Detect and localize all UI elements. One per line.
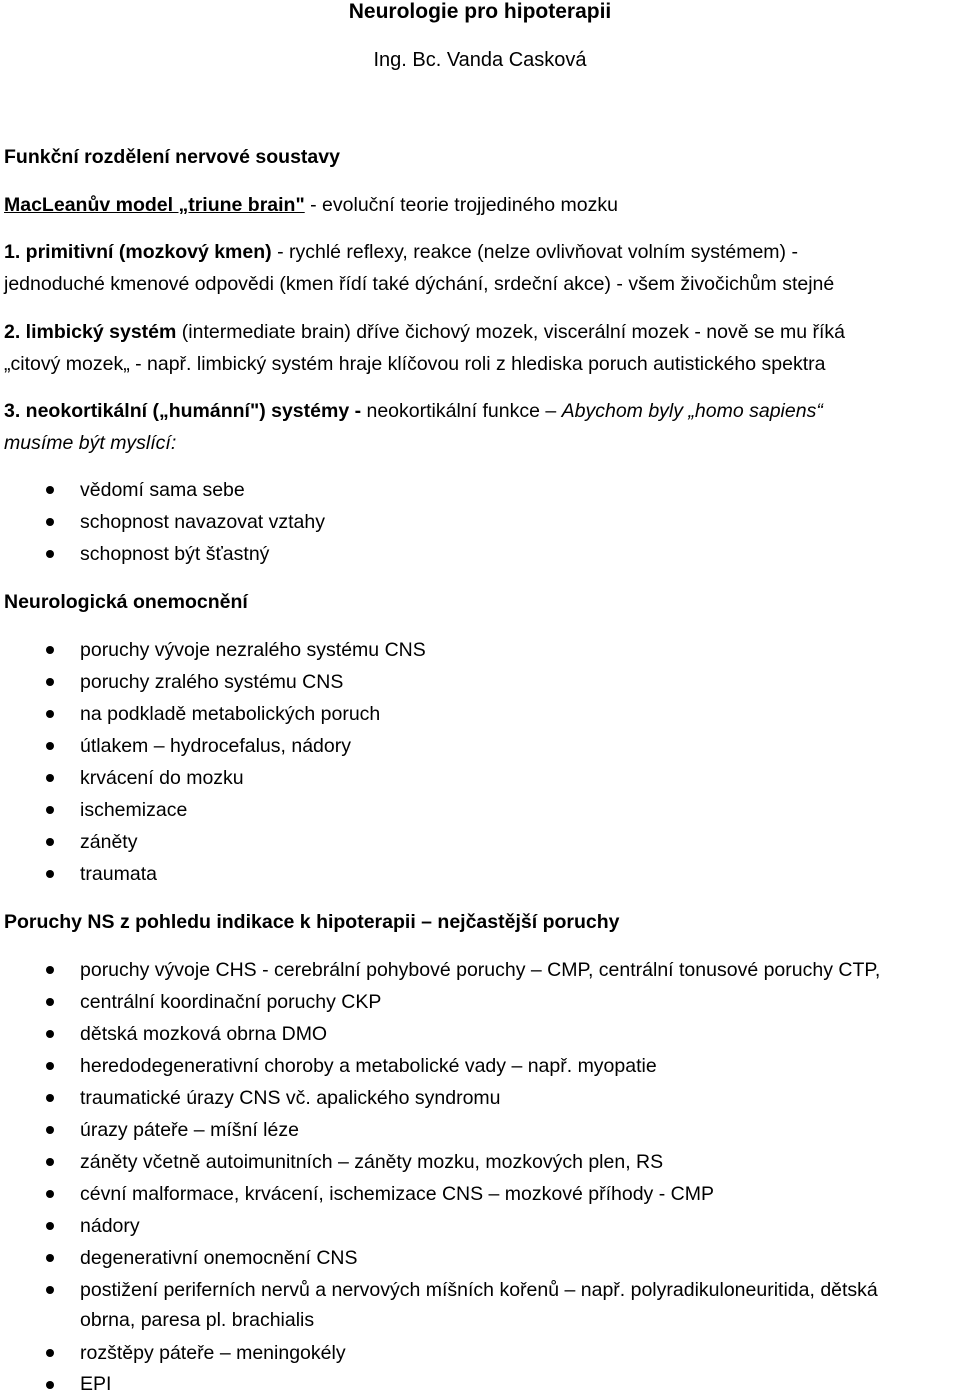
list-item: úrazy páteře – míšní léze <box>80 1119 299 1141</box>
section-heading-functional: Funkční rozdělení nervové soustavy <box>4 146 340 168</box>
bullet-dot <box>46 1158 54 1166</box>
paragraph-3-text: neokortikální funkce – <box>361 400 562 422</box>
list-item: vědomí sama sebe <box>80 479 245 501</box>
bullet-dot <box>46 1190 54 1198</box>
bullet-dot <box>46 1222 54 1230</box>
list-item: EPI <box>80 1373 112 1395</box>
paragraph-1-line-2: jednoduché kmenové odpovědi (kmen řídí také dýchání, srdeční akce) - všem živočichům stejné <box>4 273 835 295</box>
list-item: schopnost navazovat vztahy <box>80 511 325 533</box>
bullet-dot <box>46 486 54 494</box>
bullet-dot <box>46 774 54 782</box>
bullet-dot <box>46 1094 54 1102</box>
section-heading-hippotherapy: Poruchy NS z pohledu indikace k hipoterapii – nejčastější poruchy <box>4 911 620 933</box>
list-item: degenerativní onemocnění CNS <box>80 1247 358 1269</box>
document-author: Ing. Bc. Vanda Casková <box>373 49 587 71</box>
bullet-dot <box>46 518 54 526</box>
bullet-dot <box>46 550 54 558</box>
list-item-continuation: obrna, paresa pl. brachialis <box>80 1309 315 1331</box>
paragraph-3-italic: Abychom byly „homo sapiens“ <box>561 400 823 422</box>
list-item: schopnost být šťastný <box>80 543 270 565</box>
bullet-dot <box>46 678 54 686</box>
bullet-dot <box>46 1381 54 1389</box>
paragraph-3-line-2: musíme být myslící: <box>4 432 177 454</box>
bullet-dot <box>46 870 54 878</box>
paragraph-1-bold: 1. primitivní (mozkový kmen) <box>4 241 272 263</box>
list-item: traumatické úrazy CNS vč. apalického syndromu <box>80 1087 501 1109</box>
paragraph-2-line-2: „citový mozek„ - např. limbický systém hraje klíčovou roli z hlediska poruch autistického spektra <box>4 353 826 375</box>
bullet-dot <box>46 1030 54 1038</box>
list-item: dětská mozková obrna DMO <box>80 1023 328 1045</box>
list-item: ischemizace <box>80 799 188 821</box>
list-item: poruchy vývoje nezralého systému CNS <box>80 639 426 661</box>
bullet-dot <box>46 1254 54 1262</box>
list-item: útlakem – hydrocefalus, nádory <box>80 735 351 757</box>
model-rest: - evoluční teorie trojjediného mozku <box>304 194 618 216</box>
document-title: Neurologie pro hipoterapii <box>348 0 612 23</box>
paragraph-3-line-1 <box>4 395 823 427</box>
list-item: traumata <box>80 863 157 885</box>
paragraph-2-text: (intermediate brain) dříve čichový mozek, viscerální mozek - nově se mu říká <box>176 321 846 343</box>
list-item: cévní malformace, krvácení, ischemizace CNS – mozkové příhody - CMP <box>80 1183 714 1205</box>
bullet-dot <box>46 646 54 654</box>
paragraph-3-bold: 3. neokortikální („humánní") systémy - <box>4 400 362 422</box>
list-item: poruchy zralého systému CNS <box>80 671 344 693</box>
list-item: centrální koordinační poruchy CKP <box>80 991 382 1013</box>
model-label: MacLeanův model „triune brain" <box>4 194 305 216</box>
bullet-dot <box>46 998 54 1006</box>
paragraph-2-bold: 2. limbický systém <box>4 321 177 343</box>
list-item: krvácení do mozku <box>80 767 244 789</box>
bullet-dot <box>46 1286 54 1294</box>
bullet-dot <box>46 838 54 846</box>
list-item: heredodegenerativní choroby a metabolické vady – např. myopatie <box>80 1055 657 1077</box>
list-item: postižení periferních nervů a nervových míšních kořenů – např. polyradikuloneuritida, dětská <box>80 1279 878 1301</box>
bullet-dot <box>46 966 54 974</box>
bullet-dot <box>46 806 54 814</box>
bullet-dot <box>46 1349 54 1357</box>
model-line <box>4 189 618 221</box>
bullet-dot <box>46 1126 54 1134</box>
paragraph-1-line-1 <box>4 236 798 268</box>
bullet-dot <box>46 1062 54 1070</box>
list-item: nádory <box>80 1215 140 1237</box>
bullet-dot <box>46 710 54 718</box>
paragraph-2-line-1 <box>4 316 845 348</box>
list-item: rozštěpy páteře – meningokély <box>80 1342 346 1364</box>
paragraph-1-text: - rychlé reflexy, reakce (nelze ovlivňovat volním systémem) - <box>271 241 798 263</box>
list-item: záněty <box>80 831 138 853</box>
list-item: poruchy vývoje CHS - cerebrální pohybové poruchy – CMP, centrální tonusové poruchy CTP, <box>80 959 881 981</box>
list-item: záněty včetně autoimunitních – záněty mozku, mozkových plen, RS <box>80 1151 664 1173</box>
list-item: na podkladě metabolických poruch <box>80 703 381 725</box>
bullet-dot <box>46 742 54 750</box>
section-heading-neurological: Neurologická onemocnění <box>4 591 248 613</box>
